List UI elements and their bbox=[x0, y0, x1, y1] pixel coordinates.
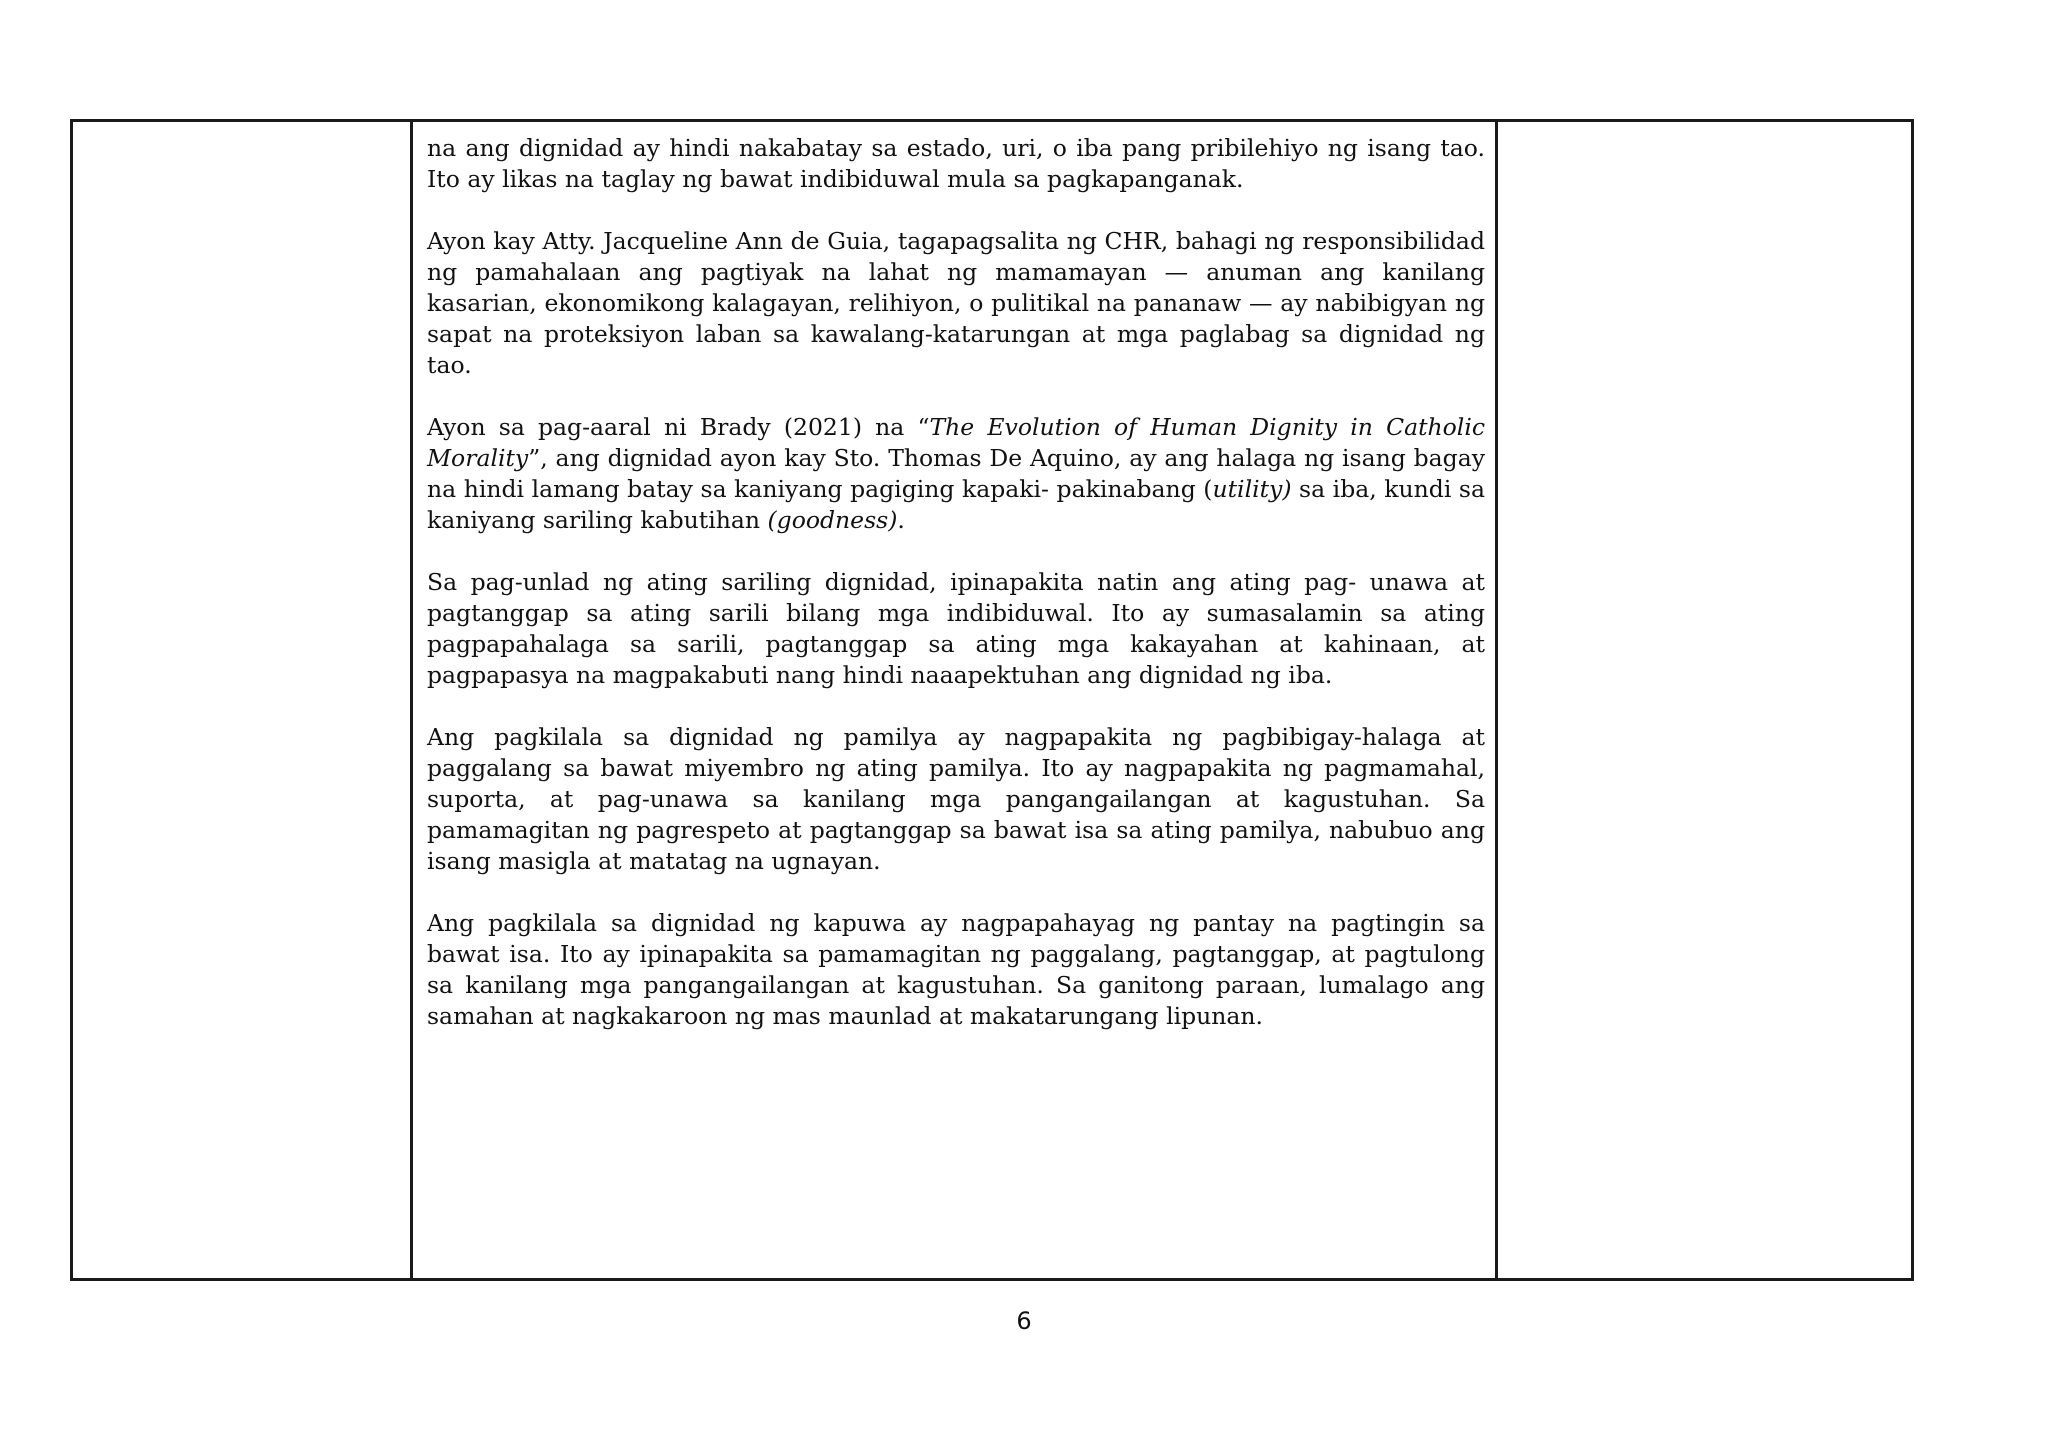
paragraph-family-dignity: Ang pagkilala sa dignidad ng pamilya ay nagpapakita ng pagbibigay-halaga at paggalang sa bawat miyembro ng ating pamilya. Ito ay nagpapakita ng pagmamahal, suporta, at pag-unawa sa kanilang mga pangangailangan at kagustuhan. Sa pamamagitan ng pagrespeto at pagtanggap sa bawat isa sa ating pamilya, nabubuo ang isang masigla at matatag na ugnayan. bbox=[427, 723, 1485, 875]
brady-text-part3: sa iba, kundi sa kaniyang sariling kabutihan bbox=[427, 475, 1485, 534]
page-number: 6 bbox=[1016, 1307, 1032, 1335]
paragraph-brady-study bbox=[427, 412, 1485, 536]
content-table bbox=[70, 119, 1914, 1281]
brady-text-part2: ”, ang dignidad ayon kay Sto. Thomas De Aquino, ay ang halaga ng isang bagay na hindi lamang batay sa kaniyang pagiging kapaki- pakinabang ( bbox=[427, 444, 1485, 503]
paragraph-neighbor-dignity: Ang pagkilala sa dignidad ng kapuwa ay nagpapahayag ng pantay na pagtingin sa bawat isa. Ito ay ipinapakita sa pamamagitan ng paggalang, pagtanggap, at pagtulong sa kanilang mga pangangailangan at kagustuhan. Sa ganitong paraan, lumalago ang samahan at nagkakaroon ng mas maunlad at makatarungang lipunan. bbox=[427, 909, 1485, 1030]
paragraph-dignity-definition: na ang dignidad ay hindi nakabatay sa estado, uri, o iba pang pribilehiyo ng isang tao. Ito ay likas na taglay ng bawat indibiduwal mula sa pagkapanganak. bbox=[427, 134, 1485, 193]
brady-title-italic: The Evolution of Human Dignity in Catholic Morality bbox=[427, 413, 1485, 472]
brady-text-part1: Ayon sa pag-aaral ni Brady (2021) na “ bbox=[427, 413, 930, 441]
paragraph-chr-statement: Ayon kay Atty. Jacqueline Ann de Guia, tagapagsalita ng CHR, bahagi ng responsibilidad ng pamahalaan ang pagtiyak na lahat ng mamamayan — anuman ang kanilang kasarian, ekonomikong kalagayan, relihiyon, o pulitikal na pananaw — ay nabibigyan ng sapat na proteksiyon laban sa kawalang-katarungan at mga paglabag sa dignidad ng tao. bbox=[427, 227, 1485, 379]
table-middle-column bbox=[413, 122, 1498, 1278]
paragraph-self-dignity: Sa pag-unlad ng ating sariling dignidad, ipinapakita natin ang ating pag- unawa at pagtanggap sa ating sarili bilang mga indibiduwal. Ito ay sumasalamin sa ating pagpapahalaga sa sarili, pagtanggap sa ating mga kakayahan at kahinaan, at pagpapasya na magpakabuti nang hindi naaapektuhan ang dignidad ng iba. bbox=[427, 568, 1485, 689]
table-right-column bbox=[1498, 122, 1911, 1278]
brady-text-part4: . bbox=[897, 506, 905, 534]
goodness-italic: (goodness) bbox=[767, 506, 898, 534]
utility-italic: utility) bbox=[1212, 475, 1292, 503]
table-left-column bbox=[73, 122, 413, 1278]
